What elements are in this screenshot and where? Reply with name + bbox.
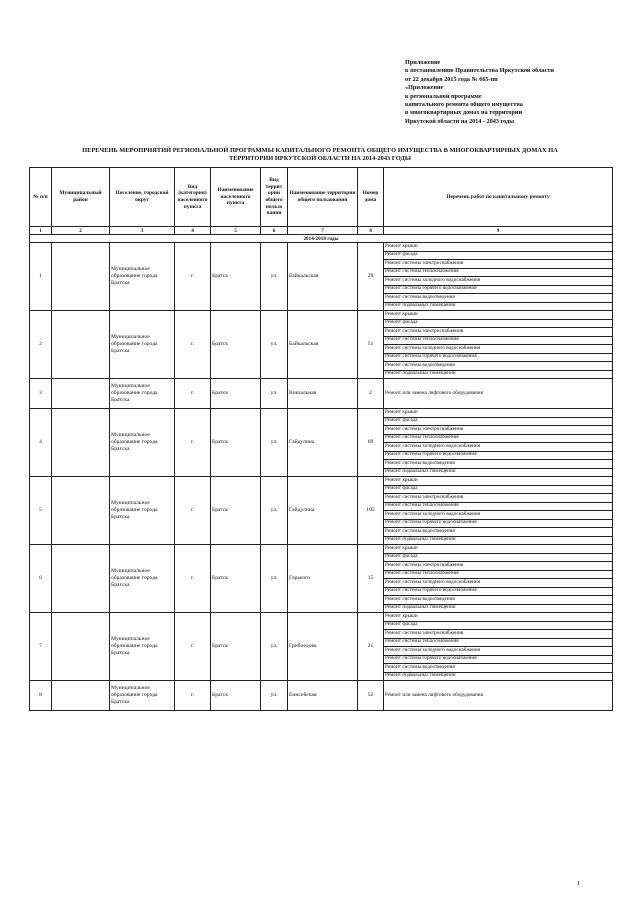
row-locality: Братск: [211, 681, 261, 711]
row-locality: Братск: [211, 613, 261, 681]
row-work-item: Ремонт системы холодного водоснабжения: [384, 647, 613, 656]
row-settlement: Муниципальное образование города Братска: [110, 409, 175, 477]
row-work-item: Ремонт системы теплоснабжения: [384, 434, 613, 443]
column-number: 1: [30, 227, 52, 235]
row-work-item: Ремонт системы электроснабжения: [384, 426, 613, 435]
row-work-item: Ремонт фасада: [384, 621, 613, 630]
row-work-item: Ремонт системы теплоснабжения: [384, 570, 613, 579]
row-street: Байкальская: [288, 243, 358, 311]
column-number: 3: [110, 227, 175, 235]
row-num: 1: [30, 243, 52, 311]
column-number: 2: [52, 227, 110, 235]
row-work-item: Ремонт системы водоотведения: [384, 664, 613, 673]
row-street: Грибоедова: [288, 613, 358, 681]
header-settlement: Поселение, городской округ: [110, 168, 175, 227]
table-row: [30, 477, 613, 486]
column-number-row: [30, 227, 613, 235]
row-street: Енисейская: [288, 681, 358, 711]
row-work-item: Ремонт системы холодного водоснабжения: [384, 511, 613, 520]
appendix-line: «Приложение: [405, 84, 444, 92]
table-body: [30, 243, 613, 711]
row-settlement: Муниципальное образование города Братска: [110, 681, 175, 711]
row-work-item: Ремонт или замена лифтового оборудования: [384, 379, 613, 409]
period-label: 2014-2018 годы: [30, 235, 613, 243]
row-kind: г.: [175, 311, 211, 379]
appendix-line: Приложение: [405, 59, 441, 66]
row-work-item: Ремонт подвальных помещений: [384, 370, 613, 379]
row-settlement: Муниципальное образование города Братска: [110, 379, 175, 409]
column-number: 7: [288, 227, 358, 235]
row-work-item: Ремонт фасада: [384, 251, 613, 260]
row-work-item: Ремонт фасада: [384, 417, 613, 426]
row-street: Вокзальная: [288, 379, 358, 409]
row-work-item: Ремонт системы электроснабжения: [384, 328, 613, 337]
row-house: 15: [358, 545, 384, 613]
appendix-line: к постановлению Правительства Иркутской области: [405, 67, 554, 75]
row-district: [52, 477, 110, 545]
row-locality: Братск: [211, 243, 261, 311]
row-district: [52, 545, 110, 613]
row-locality: Братск: [211, 379, 261, 409]
row-work-item: Ремонт крыши: [384, 311, 613, 320]
row-work-item: Ремонт подвальных помещений: [384, 536, 613, 545]
header-house: Номер дома: [358, 168, 384, 227]
row-num: 2: [30, 311, 52, 379]
program-table: [29, 167, 613, 711]
row-num: 8: [30, 681, 52, 711]
row-kind: г.: [175, 477, 211, 545]
table-row: [30, 379, 613, 409]
row-house: 51: [358, 311, 384, 379]
appendix-line: в многоквартирных домах на территории: [405, 109, 523, 117]
table-row: [30, 613, 613, 622]
row-house: 21: [358, 613, 384, 681]
table-row: [30, 681, 613, 711]
row-house: 105: [358, 477, 384, 545]
row-work-item: Ремонт системы горячего водоснабжения: [384, 587, 613, 596]
appendix-line: к региональной программе: [405, 92, 482, 100]
row-district: [52, 243, 110, 311]
row-street: Байкальская: [288, 311, 358, 379]
row-kind: г.: [175, 409, 211, 477]
row-work-item: Ремонт системы электроснабжения: [384, 494, 613, 503]
row-work-item: Ремонт системы водоотведения: [384, 362, 613, 371]
row-work-item: Ремонт подвальных помещений: [384, 672, 613, 681]
row-work-item: Ремонт системы горячего водоснабжения: [384, 519, 613, 528]
column-number: 4: [175, 227, 211, 235]
header-num: № п/п: [30, 168, 52, 227]
document-title: [30, 147, 610, 163]
row-work-item: Ремонт крыши: [384, 613, 613, 622]
row-kind: г.: [175, 681, 211, 711]
row-district: [52, 613, 110, 681]
row-kind: г.: [175, 545, 211, 613]
header-street-type: Вид террит ории общего пользо вания: [261, 168, 288, 227]
row-work-item: Ремонт подвальных помещений: [384, 604, 613, 613]
document-title-line-1: ПЕРЕЧЕНЬ МЕРОПРИЯТИЙ РЕГИОНАЛЬНОЙ ПРОГРАММЫ КАПИТАЛЬНОГО РЕМОНТА ОБЩЕГО ИМУЩЕСТВА В МНОГОКВАРТИРНЫХ ДОМАХ НА: [82, 147, 558, 154]
row-house: 52: [358, 681, 384, 711]
row-work-item: Ремонт или замена лифтового оборудования: [384, 681, 613, 711]
row-work-item: Ремонт системы водоотведения: [384, 596, 613, 605]
table-row: [30, 409, 613, 418]
row-district: [52, 379, 110, 409]
row-street-type: ул.: [261, 681, 288, 711]
row-work-item: Ремонт системы горячего водоснабжения: [384, 285, 613, 294]
row-street-type: ул.: [261, 311, 288, 379]
row-work-item: Ремонт крыши: [384, 243, 613, 252]
column-number: 5: [211, 227, 261, 235]
appendix-line: от 22 декабря 2015 года № 665-пп: [405, 75, 498, 83]
row-work-item: Ремонт системы водоотведения: [384, 294, 613, 303]
row-work-item: Ремонт системы электроснабжения: [384, 260, 613, 269]
period-row: [30, 235, 613, 243]
row-settlement: Муниципальное образование города Братска: [110, 545, 175, 613]
row-street: Гайдулина: [288, 409, 358, 477]
table-row: [30, 243, 613, 252]
row-street-type: ул.: [261, 243, 288, 311]
row-work-item: Ремонт системы электроснабжения: [384, 562, 613, 571]
row-street-type: ул.: [261, 545, 288, 613]
row-work-item: Ремонт крыши: [384, 477, 613, 486]
row-work-item: Ремонт крыши: [384, 409, 613, 418]
row-work-item: Ремонт системы холодного водоснабжения: [384, 345, 613, 354]
row-num: 5: [30, 477, 52, 545]
row-kind: г.: [175, 613, 211, 681]
row-locality: Братск: [211, 409, 261, 477]
table-header-row: [30, 168, 613, 227]
row-work-item: Ремонт системы электроснабжения: [384, 630, 613, 639]
column-number: 8: [358, 227, 384, 235]
header-works: Перечень работ по капитальному ремонту: [384, 168, 613, 227]
row-work-item: Ремонт системы горячего водоснабжения: [384, 353, 613, 362]
table-row: [30, 545, 613, 554]
row-work-item: Ремонт системы горячего водоснабжения: [384, 655, 613, 664]
row-work-item: Ремонт системы теплоснабжения: [384, 268, 613, 277]
page-number: 1: [577, 880, 581, 887]
row-work-item: Ремонт системы теплоснабжения: [384, 502, 613, 511]
row-work-item: Ремонт системы холодного водоснабжения: [384, 277, 613, 286]
row-settlement: Муниципальное образование города Братска: [110, 311, 175, 379]
table-row: [30, 311, 613, 320]
row-street-type: ул.: [261, 613, 288, 681]
row-district: [52, 681, 110, 711]
row-street: Горького: [288, 545, 358, 613]
appendix-line: Иркутской области на 2014 - 2043 годы: [405, 117, 515, 125]
row-kind: г.: [175, 243, 211, 311]
row-settlement: Муниципальное образование города Братска: [110, 243, 175, 311]
row-work-item: Ремонт крыши: [384, 545, 613, 554]
row-house: 2: [358, 379, 384, 409]
row-work-item: Ремонт фасада: [384, 319, 613, 328]
row-num: 7: [30, 613, 52, 681]
header-kind: Вид (категория) населенного пункта: [175, 168, 211, 227]
row-work-item: Ремонт подвальных помещений: [384, 468, 613, 477]
row-num: 6: [30, 545, 52, 613]
column-number: 9: [384, 227, 613, 235]
row-settlement: Муниципальное образование города Братска: [110, 477, 175, 545]
appendix-line: капитального ремонта общего имущества: [405, 101, 523, 109]
row-house: 69: [358, 409, 384, 477]
row-work-item: Ремонт системы водоотведения: [384, 528, 613, 537]
row-work-item: Ремонт системы холодного водоснабжения: [384, 443, 613, 452]
document-title-line-2: ТЕРРИТОРИИ ИРКУТСКОЙ ОБЛАСТИ НА 2014-2043 ГОДЫ: [228, 155, 412, 163]
header-street-name: Наименование территории общего пользования: [288, 168, 358, 227]
row-work-item: Ремонт подвальных помещений: [384, 302, 613, 311]
row-work-item: Ремонт системы теплоснабжения: [384, 336, 613, 345]
column-number: 6: [261, 227, 288, 235]
row-street-type: ул.: [261, 409, 288, 477]
row-num: 3: [30, 379, 52, 409]
row-work-item: Ремонт системы водоотведения: [384, 460, 613, 469]
row-work-item: Ремонт системы холодного водоснабжения: [384, 579, 613, 588]
row-district: [52, 409, 110, 477]
row-locality: Братск: [211, 477, 261, 545]
row-house: 29: [358, 243, 384, 311]
row-street-type: ул.: [261, 379, 288, 409]
row-kind: г.: [175, 379, 211, 409]
row-num: 4: [30, 409, 52, 477]
header-district: Муниципальный район: [52, 168, 110, 227]
row-settlement: Муниципальное образование города Братска: [110, 613, 175, 681]
row-locality: Братск: [211, 545, 261, 613]
row-work-item: Ремонт системы теплоснабжения: [384, 638, 613, 647]
row-work-item: Ремонт системы горячего водоснабжения: [384, 451, 613, 460]
header-locality: Наименование населенного пункта: [211, 168, 261, 227]
appendix-header: [405, 59, 635, 126]
row-work-item: Ремонт фасада: [384, 485, 613, 494]
row-street: Гайдулина: [288, 477, 358, 545]
row-district: [52, 311, 110, 379]
row-locality: Братск: [211, 311, 261, 379]
row-work-item: Ремонт фасада: [384, 553, 613, 562]
row-street-type: ул.: [261, 477, 288, 545]
